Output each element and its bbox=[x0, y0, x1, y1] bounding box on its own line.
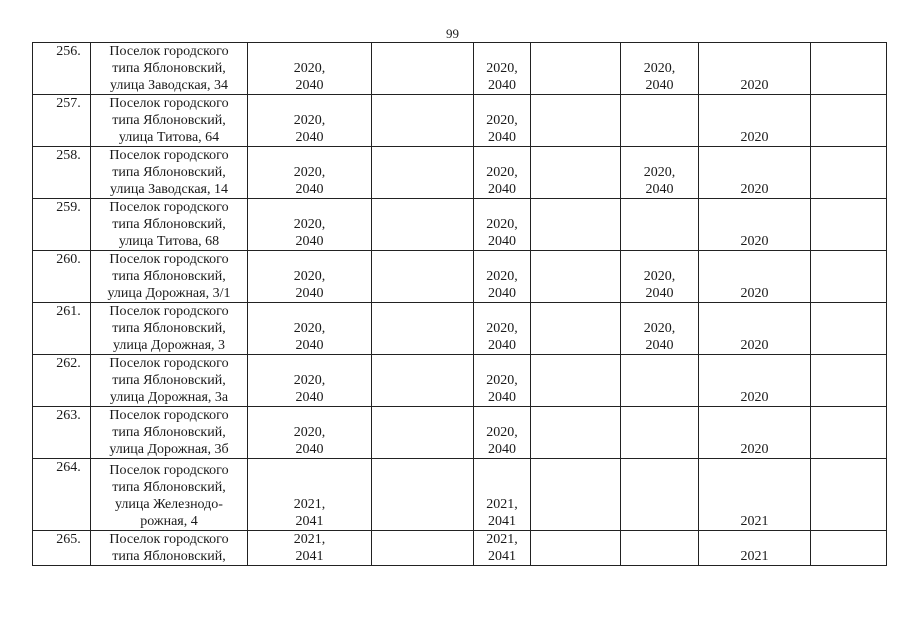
empty-cell bbox=[372, 199, 474, 251]
row-number: 256. bbox=[33, 43, 91, 95]
year-cell bbox=[699, 531, 811, 566]
cell-line: 2040 bbox=[488, 234, 516, 249]
cell-line: 2040 bbox=[295, 182, 324, 197]
years-cell bbox=[248, 303, 372, 355]
empty-cell bbox=[811, 43, 887, 95]
row-number: 257. bbox=[33, 95, 91, 147]
cell-line: 2041 bbox=[295, 549, 324, 564]
cell-line: 2040 bbox=[295, 338, 324, 353]
cell-line: 2020, bbox=[293, 425, 326, 440]
cell-line: 2040 bbox=[645, 286, 674, 301]
cell-line: типа Яблоновский, bbox=[112, 425, 226, 440]
year-cell bbox=[699, 199, 811, 251]
row-number: 265. bbox=[33, 531, 91, 566]
empty-cell bbox=[372, 251, 474, 303]
cell-line: 2020 bbox=[740, 338, 769, 353]
cell-line: типа Яблоновский, bbox=[112, 113, 226, 128]
cell-line: Поселок городского bbox=[109, 44, 229, 59]
cell-line: Поселок городского bbox=[109, 200, 229, 215]
cell-line: 2020, bbox=[486, 217, 518, 232]
years-cell bbox=[474, 43, 531, 95]
row-number: 259. bbox=[33, 199, 91, 251]
cell-line: 2040 bbox=[488, 286, 516, 301]
cell-line: улица Титова, 64 bbox=[118, 130, 220, 145]
cell-line: 2020, bbox=[486, 165, 518, 180]
cell-line: улица Заводская, 34 bbox=[110, 78, 228, 93]
row-number: 262. bbox=[33, 355, 91, 407]
years-cell bbox=[474, 531, 531, 566]
cell-line: 2040 bbox=[488, 130, 516, 145]
cell-line: типа Яблоновский, bbox=[112, 549, 226, 564]
years-cell bbox=[621, 303, 699, 355]
years-cell bbox=[248, 459, 372, 531]
empty-cell bbox=[811, 199, 887, 251]
year-cell bbox=[699, 303, 811, 355]
cell-line: 2021 bbox=[740, 514, 769, 529]
address-cell bbox=[91, 95, 248, 147]
years-cell bbox=[248, 199, 372, 251]
cell-line: 2040 bbox=[488, 78, 516, 93]
empty-cell bbox=[531, 355, 621, 407]
empty-cell bbox=[811, 147, 887, 199]
table-row bbox=[33, 459, 887, 531]
empty-cell bbox=[372, 303, 474, 355]
row-number: 261. bbox=[33, 303, 91, 355]
empty-cell bbox=[811, 95, 887, 147]
cell-line: 2020, bbox=[293, 165, 326, 180]
address-cell bbox=[91, 531, 248, 566]
cell-line: 2040 bbox=[295, 390, 324, 405]
empty-cell bbox=[531, 251, 621, 303]
cell-line: 2040 bbox=[645, 78, 674, 93]
register-table bbox=[32, 42, 887, 566]
year-cell bbox=[699, 407, 811, 459]
empty-cell bbox=[531, 199, 621, 251]
address-cell bbox=[91, 355, 248, 407]
cell-line: 2020 bbox=[740, 442, 769, 457]
cell-line: 2020, bbox=[293, 269, 326, 284]
address-cell bbox=[91, 199, 248, 251]
years-cell bbox=[474, 147, 531, 199]
cell-line: Поселок городского bbox=[109, 148, 229, 163]
empty-cell bbox=[531, 459, 621, 531]
years-cell bbox=[621, 199, 699, 251]
years-cell bbox=[474, 95, 531, 147]
empty-cell bbox=[811, 459, 887, 531]
empty-cell bbox=[531, 407, 621, 459]
empty-cell bbox=[372, 459, 474, 531]
cell-line: Поселок городского bbox=[109, 252, 229, 267]
row-number: 263. bbox=[33, 407, 91, 459]
cell-line: улица Титова, 68 bbox=[118, 234, 220, 249]
year-cell bbox=[699, 147, 811, 199]
empty-cell bbox=[811, 407, 887, 459]
cell-line: 2041 bbox=[488, 549, 516, 564]
page-number: 99 bbox=[446, 26, 459, 41]
years-cell bbox=[621, 43, 699, 95]
years-cell bbox=[248, 407, 372, 459]
cell-line: Поселок городского bbox=[109, 356, 229, 371]
cell-line: Поселок городского bbox=[109, 408, 229, 423]
cell-line: 2020 bbox=[740, 390, 769, 405]
address-cell bbox=[91, 407, 248, 459]
address-cell bbox=[91, 43, 248, 95]
empty-cell bbox=[531, 303, 621, 355]
cell-line: 2041 bbox=[488, 514, 516, 529]
table-row bbox=[33, 251, 887, 303]
years-cell bbox=[248, 147, 372, 199]
cell-line: улица Заводская, 14 bbox=[110, 182, 228, 197]
cell-line: 2020, bbox=[293, 217, 326, 232]
cell-line: 2020, bbox=[293, 373, 326, 388]
years-cell bbox=[248, 43, 372, 95]
table-row bbox=[33, 531, 887, 566]
cell-line: 2020, bbox=[486, 425, 518, 440]
row-number: 258. bbox=[33, 147, 91, 199]
table-row bbox=[33, 95, 887, 147]
cell-line: 2021, bbox=[293, 532, 326, 547]
cell-line: 2021, bbox=[486, 532, 518, 547]
year-cell bbox=[699, 251, 811, 303]
years-cell bbox=[621, 95, 699, 147]
empty-cell bbox=[372, 355, 474, 407]
cell-line: 2020, bbox=[486, 269, 518, 284]
cell-line: 2020, bbox=[293, 321, 326, 336]
years-cell bbox=[621, 147, 699, 199]
years-cell bbox=[474, 407, 531, 459]
cell-line: 2020, bbox=[643, 165, 676, 180]
address-cell bbox=[91, 147, 248, 199]
cell-line: 2040 bbox=[645, 338, 674, 353]
years-cell bbox=[474, 303, 531, 355]
year-cell bbox=[699, 459, 811, 531]
cell-line: 2040 bbox=[488, 442, 516, 457]
cell-line: 2020, bbox=[486, 373, 518, 388]
address-cell bbox=[91, 251, 248, 303]
empty-cell bbox=[531, 147, 621, 199]
cell-line: 2020 bbox=[740, 130, 769, 145]
empty-cell bbox=[811, 531, 887, 566]
cell-line: 2020, bbox=[486, 61, 518, 76]
table-row bbox=[33, 147, 887, 199]
cell-line: улица Дорожная, 3 bbox=[112, 338, 226, 353]
cell-line: рожная, 4 bbox=[140, 514, 198, 529]
empty-cell bbox=[531, 95, 621, 147]
cell-line: типа Яблоновский, bbox=[112, 321, 226, 336]
cell-line: 2020, bbox=[643, 321, 676, 336]
cell-line: 2020, bbox=[486, 321, 518, 336]
cell-line: Поселок городского bbox=[109, 304, 229, 319]
cell-line: 2020, bbox=[643, 61, 676, 76]
cell-line: 2020 bbox=[740, 182, 769, 197]
year-cell bbox=[699, 355, 811, 407]
cell-line: 2040 bbox=[295, 286, 324, 301]
cell-line: 2021, bbox=[293, 497, 326, 512]
cell-line: Поселок городского bbox=[109, 463, 229, 478]
years-cell bbox=[621, 407, 699, 459]
cell-line: 2040 bbox=[295, 442, 324, 457]
cell-line: 2020 bbox=[740, 234, 769, 249]
cell-line: 2040 bbox=[295, 234, 324, 249]
cell-line: типа Яблоновский, bbox=[112, 217, 226, 232]
table-row bbox=[33, 199, 887, 251]
empty-cell bbox=[811, 355, 887, 407]
empty-cell bbox=[531, 43, 621, 95]
table-row bbox=[33, 303, 887, 355]
cell-line: 2020, bbox=[643, 269, 676, 284]
empty-cell bbox=[531, 531, 621, 566]
cell-line: улица Дорожная, 3а bbox=[109, 390, 229, 405]
cell-line: 2021, bbox=[486, 497, 518, 512]
address-cell bbox=[91, 459, 248, 531]
cell-line: типа Яблоновский, bbox=[112, 269, 226, 284]
row-number: 260. bbox=[33, 251, 91, 303]
cell-line: 2040 bbox=[295, 130, 324, 145]
cell-line: типа Яблоновский, bbox=[112, 480, 226, 495]
years-cell bbox=[474, 355, 531, 407]
cell-line: 2040 bbox=[488, 182, 516, 197]
empty-cell bbox=[372, 147, 474, 199]
cell-line: 2040 bbox=[295, 78, 324, 93]
empty-cell bbox=[372, 95, 474, 147]
years-cell bbox=[248, 95, 372, 147]
years-cell bbox=[474, 251, 531, 303]
cell-line: улица Железнодо- bbox=[115, 497, 223, 512]
cell-line: 2040 bbox=[488, 338, 516, 353]
cell-line: 2020, bbox=[293, 61, 326, 76]
cell-line: 2041 bbox=[295, 514, 324, 529]
years-cell bbox=[248, 251, 372, 303]
cell-line: 2021 bbox=[740, 549, 769, 564]
cell-line: 2020, bbox=[293, 113, 326, 128]
cell-line: 2020 bbox=[740, 78, 769, 93]
empty-cell bbox=[811, 303, 887, 355]
table-row bbox=[33, 355, 887, 407]
cell-line: 2040 bbox=[645, 182, 674, 197]
empty-cell bbox=[811, 251, 887, 303]
cell-line: улица Дорожная, 3б bbox=[109, 442, 229, 457]
empty-cell bbox=[372, 531, 474, 566]
table-row bbox=[33, 43, 887, 95]
empty-cell bbox=[372, 407, 474, 459]
year-cell bbox=[699, 43, 811, 95]
cell-line: улица Дорожная, 3/1 bbox=[107, 286, 231, 301]
empty-cell bbox=[372, 43, 474, 95]
years-cell bbox=[474, 459, 531, 531]
cell-line: типа Яблоновский, bbox=[112, 165, 226, 180]
row-number: 264. bbox=[33, 459, 91, 531]
cell-line: 2020 bbox=[740, 286, 769, 301]
cell-line: Поселок городского bbox=[109, 532, 229, 547]
years-cell bbox=[474, 199, 531, 251]
cell-line: 2020, bbox=[486, 113, 518, 128]
years-cell bbox=[621, 251, 699, 303]
cell-line: типа Яблоновский, bbox=[112, 373, 226, 388]
years-cell bbox=[621, 355, 699, 407]
address-cell bbox=[91, 303, 248, 355]
years-cell bbox=[621, 459, 699, 531]
years-cell bbox=[248, 531, 372, 566]
cell-line: типа Яблоновский, bbox=[112, 61, 226, 76]
years-cell bbox=[248, 355, 372, 407]
cell-line: 2040 bbox=[488, 390, 516, 405]
table-row bbox=[33, 407, 887, 459]
cell-line: Поселок городского bbox=[109, 96, 229, 111]
years-cell bbox=[621, 531, 699, 566]
year-cell bbox=[699, 95, 811, 147]
